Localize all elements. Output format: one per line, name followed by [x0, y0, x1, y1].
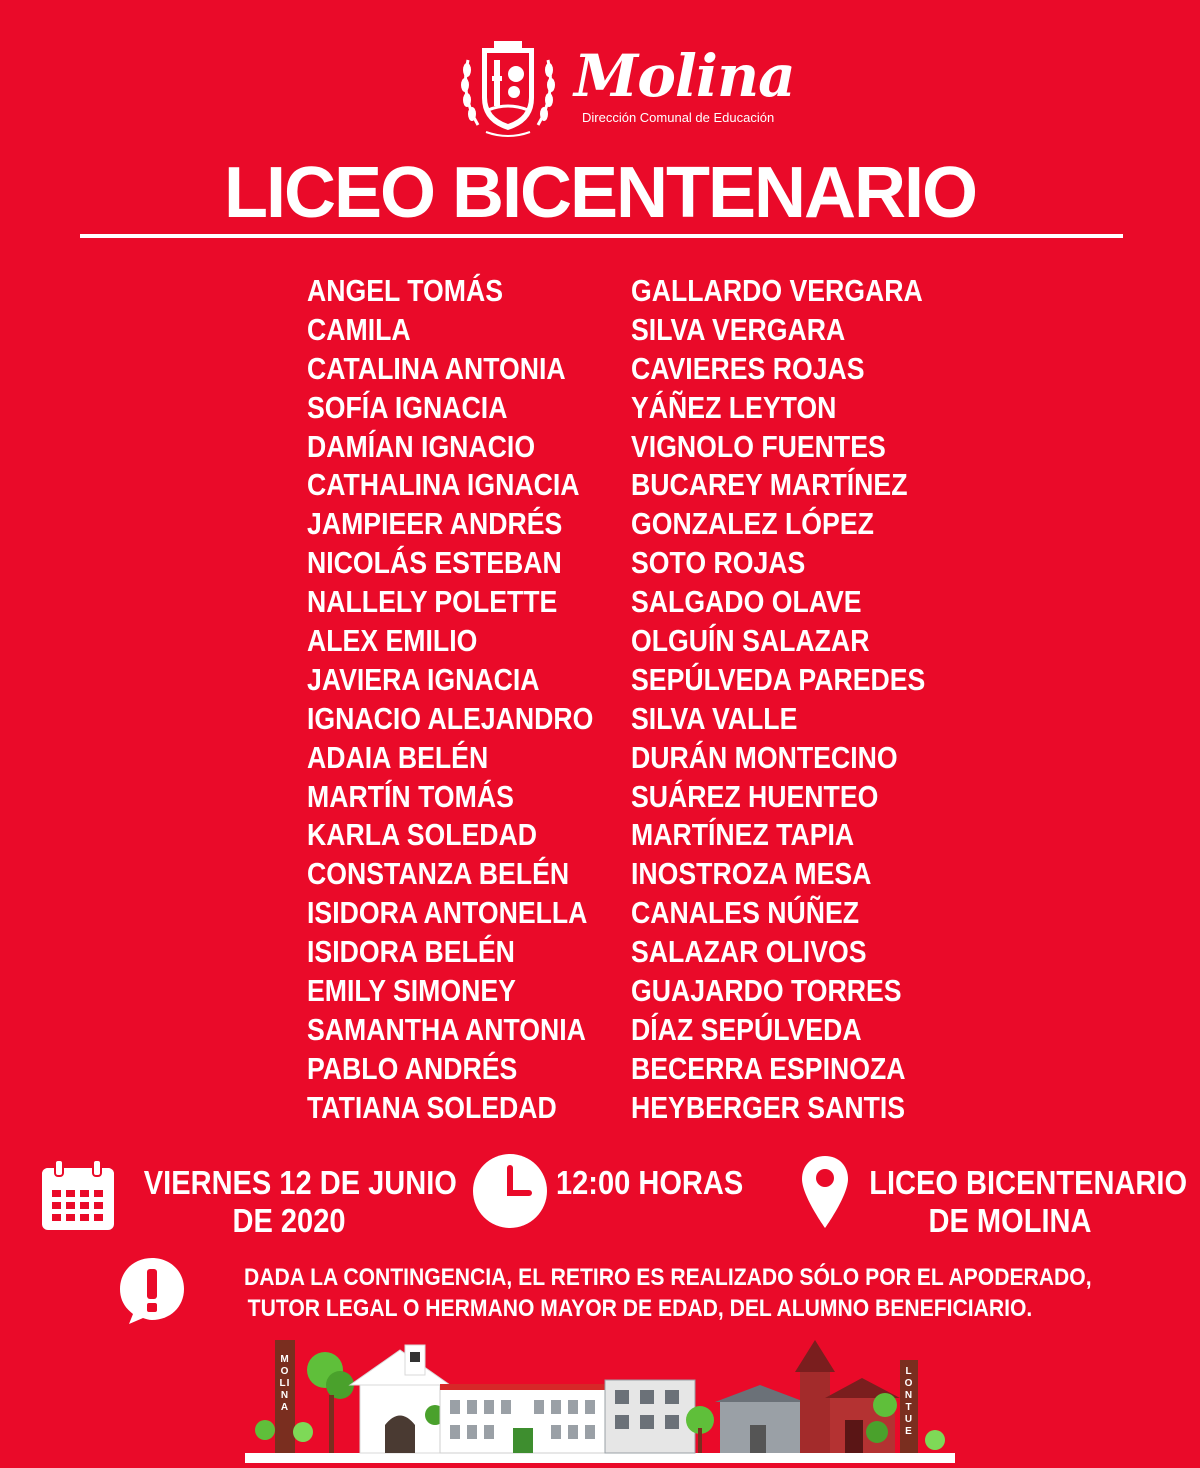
first-name-entry: CONSTANZA BELÉN	[307, 856, 570, 892]
last-name-entry: SILVA VERGARA	[631, 311, 846, 347]
first-name-entry: KARLA SOLEDAD	[307, 817, 538, 853]
event-place	[850, 1164, 1188, 1240]
first-name-entry: MARTÍN TOMÁS	[307, 778, 514, 814]
last-name-entry: SEPÚLVEDA PAREDES	[631, 661, 926, 697]
molina-logo	[458, 40, 795, 140]
last-name-entry: GUAJARDO TORRES	[631, 973, 902, 1009]
last-name-entry: DURÁN MONTECINO	[631, 739, 898, 775]
first-name-entry: ALEX EMILIO	[307, 623, 478, 659]
first-name-entry: TATIANA SOLEDAD	[307, 1089, 557, 1125]
notice-line-1: DADA LA CONTINGENCIA, EL RETIRO ES REALIZADO SÓLO POR EL APODERADO,	[244, 1264, 1092, 1291]
first-name-entry: ADAIA BELÉN	[307, 739, 489, 775]
event-place-line1: LICEO BICENTENARIO	[869, 1164, 1188, 1201]
first-name-entry: NALLELY POLETTE	[307, 584, 558, 620]
event-time	[556, 1164, 769, 1202]
last-name-entry: MARTÍNEZ TAPIA	[631, 817, 855, 853]
last-name-entry: GONZALEZ LÓPEZ	[631, 506, 874, 542]
brand-name: Molina	[574, 42, 795, 110]
event-place-line2: DE MOLINA	[928, 1202, 1092, 1239]
first-name-entry: SOFÍA IGNACIA	[307, 389, 508, 425]
last-name-entry: YÁÑEZ LEYTON	[631, 389, 837, 425]
location-pin-icon	[800, 1154, 850, 1230]
event-date-line2: DE 2020	[232, 1202, 346, 1239]
first-name-entry: ISIDORA ANTONELLA	[307, 895, 588, 931]
clock-icon	[471, 1152, 549, 1230]
title-divider	[80, 234, 1123, 238]
brand-subtitle: Dirección Comunal de Educación	[582, 110, 775, 125]
last-name-entry: INOSTROZA MESA	[631, 856, 872, 892]
last-name-entry: CANALES NÚÑEZ	[631, 895, 860, 931]
last-name-entry: BECERRA ESPINOZA	[631, 1050, 906, 1086]
first-name-entry: NICOLÁS ESTEBAN	[307, 545, 562, 581]
municipal-crest-icon	[458, 40, 558, 140]
right-sign-label: LONTUE	[904, 1366, 914, 1437]
town-illustration	[245, 1340, 955, 1463]
first-name-entry: PABLO ANDRÉS	[307, 1050, 518, 1086]
alert-icon	[117, 1256, 187, 1326]
last-name-entry: SILVA VALLE	[631, 700, 798, 736]
last-name-entry: OLGUÍN SALAZAR	[631, 623, 870, 659]
notice-line-2: TUTOR LEGAL O HERMANO MAYOR DE EDAD, DEL ALUMNO BENEFICIARIO.	[247, 1295, 1033, 1322]
first-name-entry: JAVIERA IGNACIA	[307, 661, 540, 697]
calendar-icon	[40, 1158, 116, 1232]
first-name-entry: DAMÍAN IGNACIO	[307, 428, 536, 464]
last-name-entry: SALGADO OLAVE	[631, 584, 862, 620]
event-date	[124, 1164, 457, 1240]
first-name-entry: CATHALINA IGNACIA	[307, 467, 580, 503]
first-name-entry: IGNACIO ALEJANDRO	[307, 700, 594, 736]
first-names-column	[307, 272, 640, 1128]
first-name-entry: CAMILA	[307, 311, 411, 347]
last-name-entry: BUCAREY MARTÍNEZ	[631, 467, 908, 503]
last-names-column	[631, 272, 973, 1128]
town-skyline-illustration	[245, 1340, 955, 1463]
event-time-label: 12:00 HORAS	[556, 1164, 744, 1201]
first-name-entry: ANGEL TOMÁS	[307, 273, 504, 308]
first-name-entry: EMILY SIMONEY	[307, 973, 516, 1009]
last-name-entry: DÍAZ SEPÚLVEDA	[631, 1011, 862, 1047]
first-name-entry: JAMPIEER ANDRÉS	[307, 506, 563, 542]
last-name-entry: HEYBERGER SANTIS	[631, 1089, 906, 1125]
event-date-line1: VIERNES 12 DE JUNIO	[143, 1164, 457, 1201]
page-title: LICEO BICENTENARIO	[223, 153, 977, 233]
first-name-entry: CATALINA ANTONIA	[307, 350, 566, 386]
left-sign-label: MOLINA	[279, 1354, 291, 1413]
pickup-notice	[190, 1262, 1090, 1324]
last-name-entry: SOTO ROJAS	[631, 545, 806, 581]
last-name-entry: CAVIERES ROJAS	[631, 350, 865, 386]
last-name-entry: GALLARDO VERGARA	[631, 273, 923, 308]
last-name-entry: SALAZAR OLIVOS	[631, 934, 867, 970]
last-name-entry: SUÁREZ HUENTEO	[631, 778, 879, 814]
first-name-entry: ISIDORA BELÉN	[307, 934, 515, 970]
first-name-entry: SAMANTHA ANTONIA	[307, 1011, 586, 1047]
last-name-entry: VIGNOLO FUENTES	[631, 428, 886, 464]
